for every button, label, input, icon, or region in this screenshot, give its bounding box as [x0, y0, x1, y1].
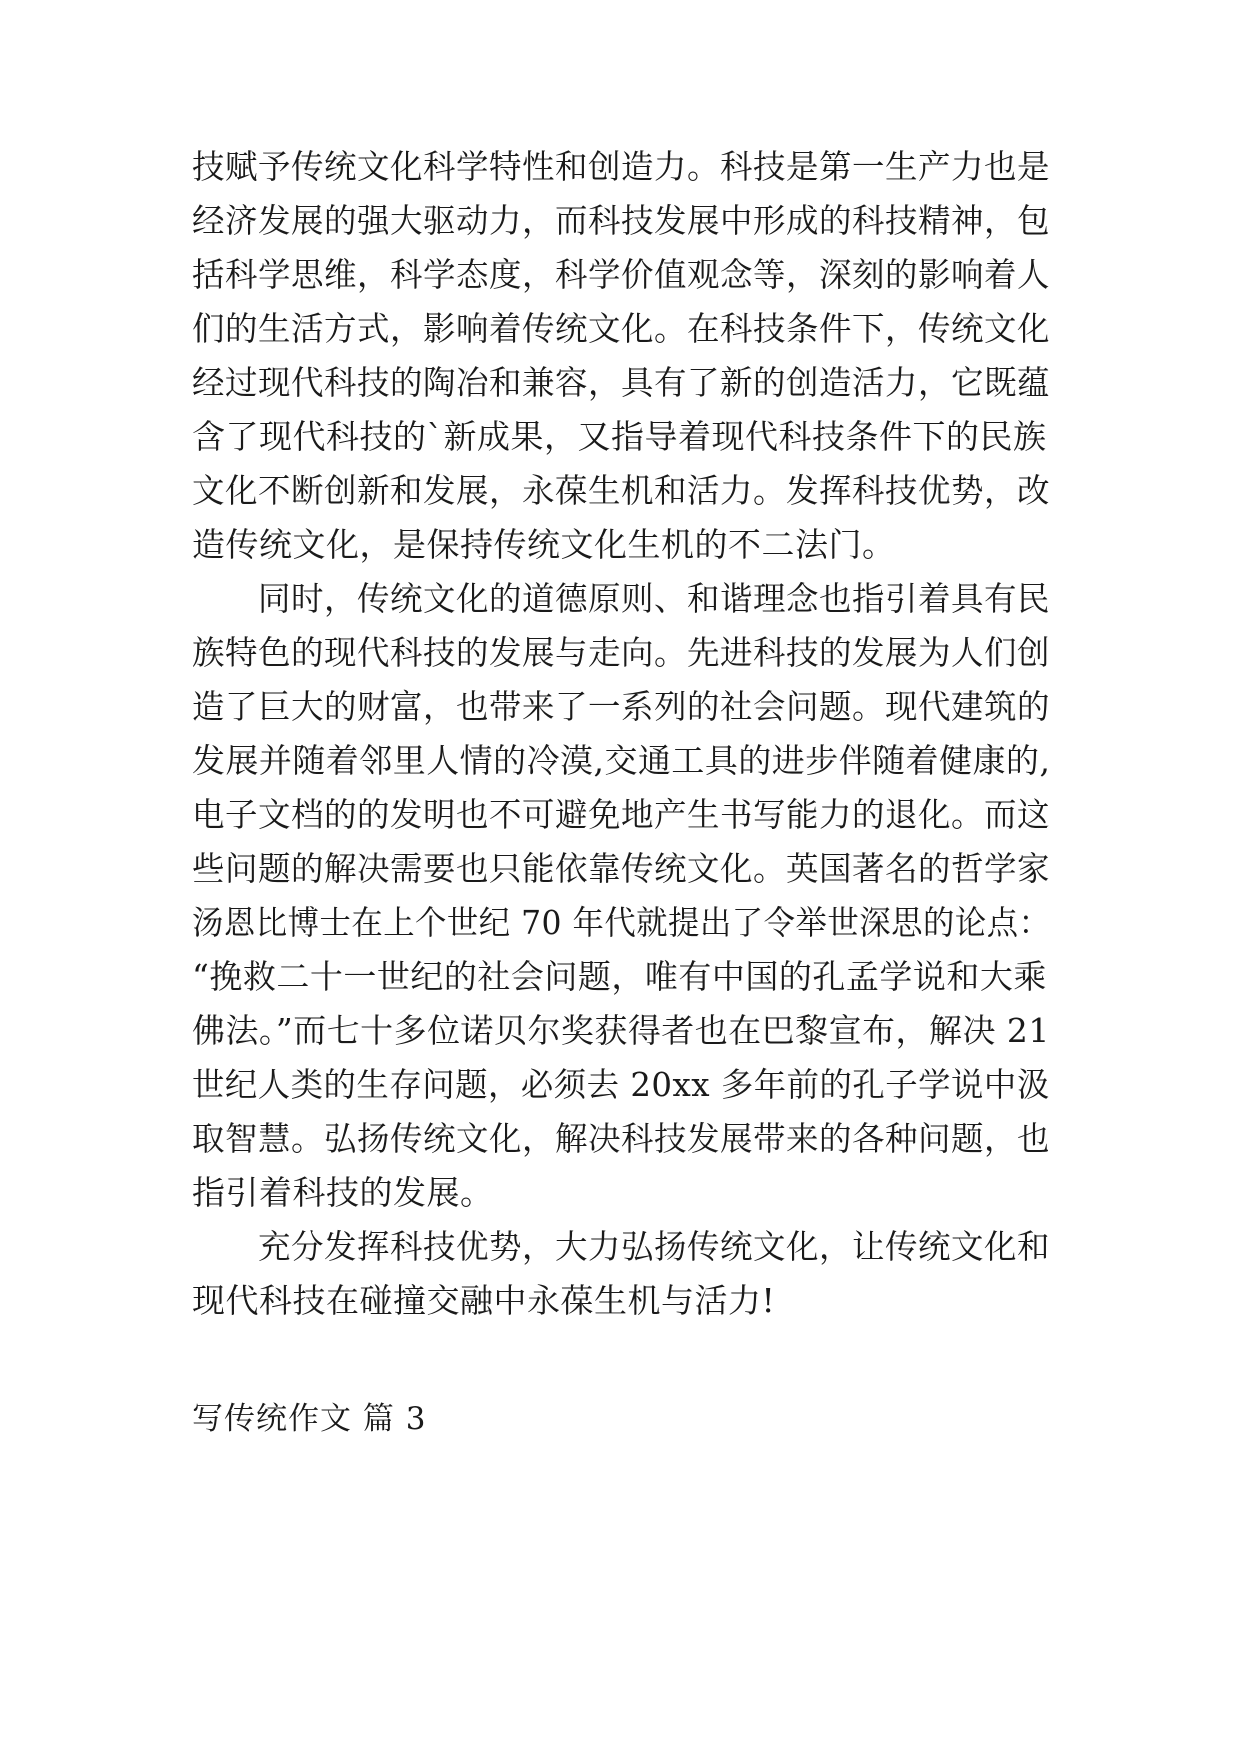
text-line: 佛法。”而七十多位诺贝尔奖获得者也在巴黎宣布，解决 21 — [192, 1011, 1050, 1050]
text-line: 取智慧。弘扬传统文化，解决科技发展带来的各种问题，也 — [192, 1119, 1051, 1158]
text-line: 发展并随着邻里人情的冷漠,交通工具的进步伴随着健康的, — [192, 741, 1051, 780]
text-line: 文化不断创新和发展，永葆生机和活力。发挥科技优势，改 — [192, 471, 1051, 510]
text-line: 族特色的现代科技的发展与走向。先进科技的发展为人们创 — [192, 633, 1051, 672]
text-line: 造了巨大的财富，也带来了一系列的社会问题。现代建筑的 — [192, 687, 1051, 726]
text-line: 括科学思维，科学态度，科学价值观念等，深刻的影响着人 — [192, 255, 1051, 294]
text-line: 同时，传统文化的道德原则、和谐理念也指引着具有民 — [258, 579, 1051, 618]
text-line: 世纪人类的生存问题，必须去 20xx 多年前的孔子学说中汲 — [192, 1065, 1050, 1104]
text-line: 经济发展的强大驱动力，而科技发展中形成的科技精神，包 — [192, 201, 1051, 240]
text-line: 经过现代科技的陶冶和兼容，具有了新的创造活力，它既蕴 — [192, 363, 1051, 402]
text-line: 技赋予传统文化科学特性和创造力。科技是第一生产力也是 — [192, 147, 1051, 186]
text-line: “挽救二十一世纪的社会问题，唯有中国的孔孟学说和大乘 — [192, 957, 1047, 996]
text-line: 汤恩比博士在上个世纪 70 年代就提出了令举世深思的论点： — [192, 903, 1051, 942]
section-heading: 写传统作文 篇 3 — [192, 1401, 427, 1437]
text-line: 些问题的解决需要也只能依靠传统文化。英国著名的哲学家 — [192, 849, 1051, 888]
text-line: 造传统文化，是保持传统文化生机的不二法门。 — [192, 525, 896, 564]
text-line: 充分发挥科技优势，大力弘扬传统文化，让传统文化和 — [258, 1227, 1051, 1266]
text-line: 们的生活方式，影响着传统文化。在科技条件下，传统文化 — [192, 309, 1051, 348]
text-line: 含了现代科技的`新成果，又指导着现代科技条件下的民族 — [192, 417, 1047, 456]
text-line: 电子文档的的发明也不可避免地产生书写能力的退化。而这 — [192, 795, 1051, 834]
text-line: 现代科技在碰撞交融中永葆生机与活力! — [192, 1281, 776, 1320]
text-line: 指引着科技的发展。 — [192, 1173, 494, 1212]
